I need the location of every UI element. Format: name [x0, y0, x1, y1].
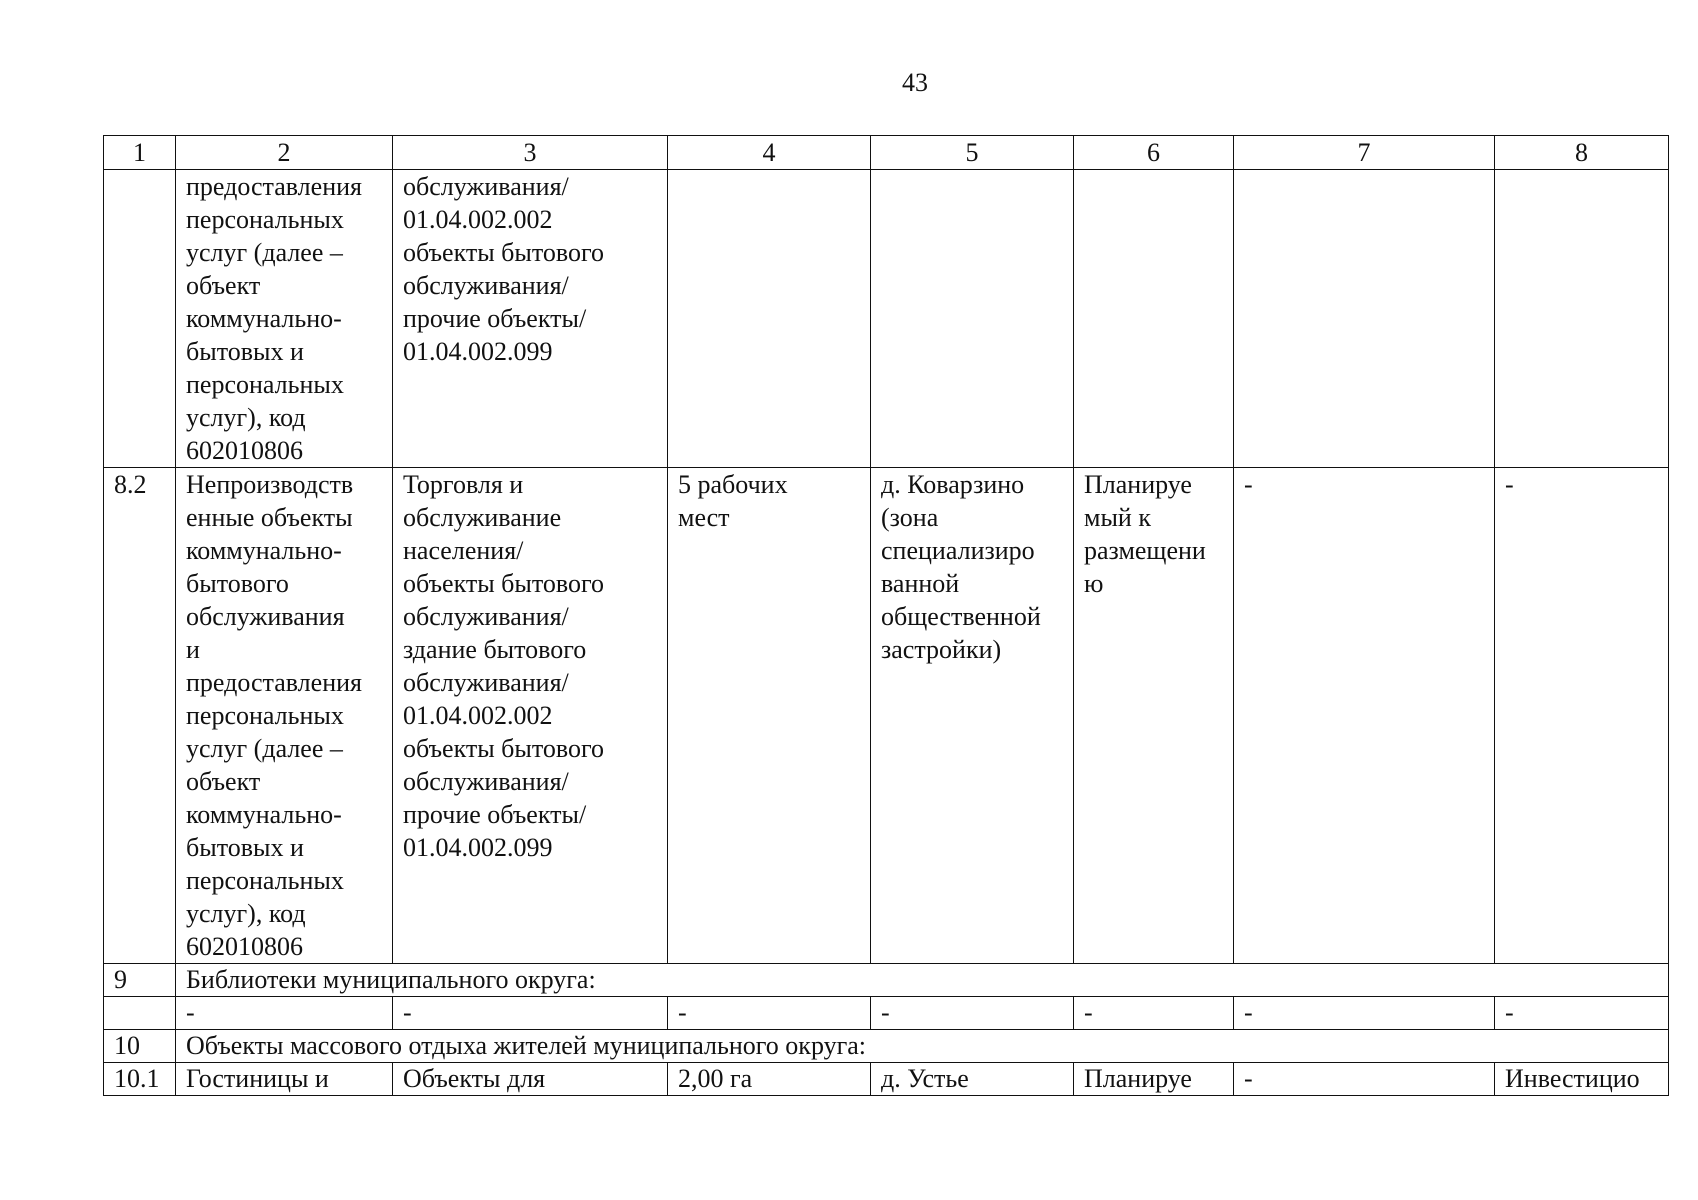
status-cell: -	[1074, 997, 1234, 1030]
table-header-row	[104, 136, 1669, 170]
object-name-cell: Непроизводств енные объекты коммунально- бытового обслуживания и предоставления персональных услуг (далее – объект коммунально- бытовых и персональных услуг), код 602010806	[176, 468, 393, 964]
column-8-cell: -	[1495, 468, 1669, 964]
section-number-cell: 10	[104, 1030, 176, 1063]
column-8-cell: -	[1495, 997, 1669, 1030]
section-title-cell: Объекты массового отдыха жителей муниципального округа:	[176, 1030, 1669, 1063]
section-row	[104, 1030, 1669, 1063]
object-name-cell: Гостиницы и	[176, 1063, 393, 1096]
table-row	[104, 468, 1669, 964]
capacity-cell: 5 рабочих мест	[668, 468, 871, 964]
row-number-cell	[104, 170, 176, 468]
row-number-cell: 10.1	[104, 1063, 176, 1096]
header-cell: 8	[1495, 136, 1669, 170]
table-row	[104, 997, 1669, 1030]
object-name-cell: -	[176, 997, 393, 1030]
header-cell: 6	[1074, 136, 1234, 170]
capacity-cell: 2,00 га	[668, 1063, 871, 1096]
column-8-cell: Инвестицио	[1495, 1063, 1669, 1096]
object-type-cell: Торговля и обслуживание населения/ объекты бытового обслуживания/ здание бытового обслуживания/ 01.04.002.002 объекты бытового обслуживания/ прочие объекты/ 01.04.002.099	[393, 468, 668, 964]
column-7-cell: -	[1234, 1063, 1495, 1096]
table-row	[104, 170, 1669, 468]
column-7-cell: -	[1234, 997, 1495, 1030]
status-cell: Планируе	[1074, 1063, 1234, 1096]
header-cell: 3	[393, 136, 668, 170]
section-number-cell: 9	[104, 964, 176, 997]
header-cell: 5	[871, 136, 1074, 170]
table-row	[104, 1063, 1669, 1096]
location-cell	[871, 170, 1074, 468]
row-number-cell: 8.2	[104, 468, 176, 964]
location-cell: -	[871, 997, 1074, 1030]
object-type-cell: обслуживания/ 01.04.002.002 объекты бытового обслуживания/ прочие объекты/ 01.04.002.099	[393, 170, 668, 468]
page-number: 43	[902, 68, 928, 97]
capacity-cell	[668, 170, 871, 468]
row-number-cell	[104, 997, 176, 1030]
section-title-cell: Библиотеки муниципального округа:	[176, 964, 1669, 997]
object-type-cell: -	[393, 997, 668, 1030]
column-7-cell	[1234, 170, 1495, 468]
location-cell: д. Коварзино (зона специализиро ванной общественной застройки)	[871, 468, 1074, 964]
location-cell: д. Устье	[871, 1063, 1074, 1096]
header-cell: 7	[1234, 136, 1495, 170]
header-cell: 1	[104, 136, 176, 170]
object-type-cell: Объекты для	[393, 1063, 668, 1096]
column-8-cell	[1495, 170, 1669, 468]
capacity-cell: -	[668, 997, 871, 1030]
status-cell: Планируе мый к размещени ю	[1074, 468, 1234, 964]
section-row	[104, 964, 1669, 997]
header-cell: 4	[668, 136, 871, 170]
header-cell: 2	[176, 136, 393, 170]
status-cell	[1074, 170, 1234, 468]
column-7-cell: -	[1234, 468, 1495, 964]
objects-table	[103, 135, 1669, 1096]
object-name-cell: предоставления персональных услуг (далее – объект коммунально- бытовых и персональных услуг), код 602010806	[176, 170, 393, 468]
